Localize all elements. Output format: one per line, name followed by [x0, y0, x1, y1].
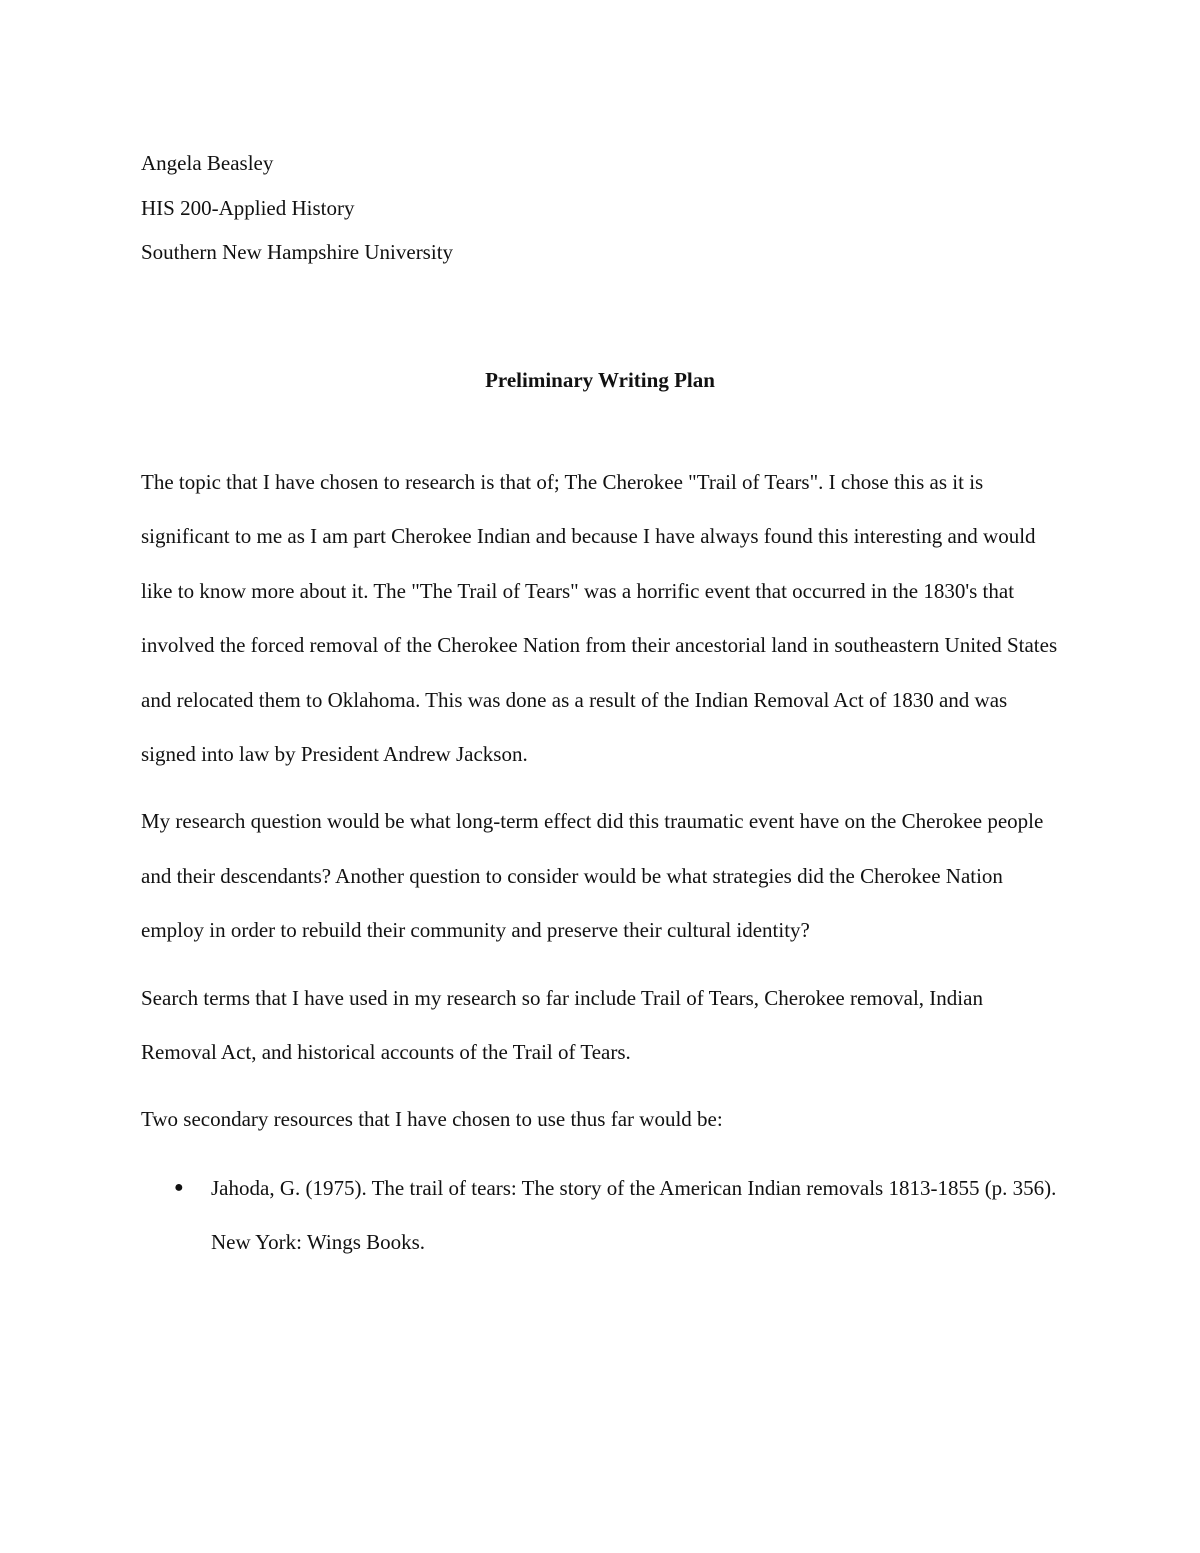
reference-item — [141, 1161, 1061, 1270]
paragraph-topic: The topic that I have chosen to research is that of; The Cherokee "Trail of Tears". I chose this as it is significant to me as I am part Cherokee Indian and because I have always found this interesting and would like to know more about it. The "The Trail of Tears" was a horrific event that occurred in the 1830's that involved the forced removal of the Cherokee Nation from their ancestorial land in southeastern United States and relocated them to Oklahoma. This was done as a result of the Indian Removal Act of 1830 and was signed into law by President Andrew Jackson. — [141, 470, 1058, 767]
reference-list — [141, 1161, 1061, 1270]
bullet-icon: ● — [174, 1178, 184, 1196]
document-title: Preliminary Writing Plan — [485, 368, 715, 392]
document-header — [141, 141, 453, 275]
document-body — [141, 455, 1061, 1270]
paragraph-search-terms: Search terms that I have used in my research so far include Trail of Tears, Cherokee removal, Indian Removal Act, and historical accounts of the Trail of Tears. — [141, 985, 983, 1065]
institution-name: Southern New Hampshire University — [141, 240, 454, 264]
paragraph-research-question: My research question would be what long-term effect did this traumatic event have on the Cherokee people and their descendants? Another question to consider would be what strategies did the Cherokee Nation employ in order to rebuild their community and preserve their cultural identity? — [141, 809, 1044, 943]
course-name: HIS 200-Applied History — [141, 195, 355, 220]
paragraph-resources-intro: Two secondary resources that I have chosen to use thus far would be: — [141, 1107, 723, 1132]
reference-text: Jahoda, G. (1975). The trail of tears: The story of the American Indian removals 1813-1855 (p. 356). New York: Wings Books. — [211, 1175, 1057, 1255]
author-name: Angela Beasley — [141, 151, 274, 175]
